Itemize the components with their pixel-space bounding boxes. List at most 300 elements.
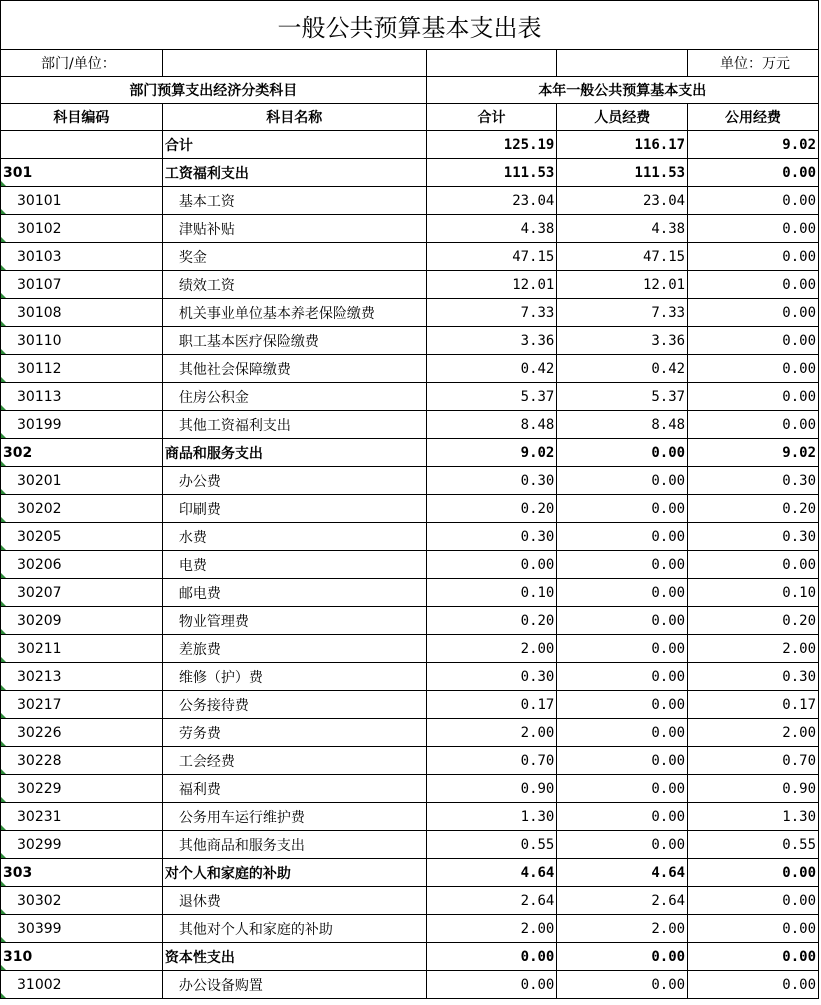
row-name[interactable] [162, 775, 426, 803]
row-public[interactable] [688, 691, 819, 719]
row-personnel[interactable] [557, 803, 688, 831]
row-code[interactable] [1, 691, 163, 719]
dept-value-cell[interactable] [162, 50, 426, 77]
table-row [1, 579, 819, 607]
row-code[interactable] [1, 719, 163, 747]
row-total-text: 5.37 [520, 388, 555, 405]
row-personnel[interactable] [557, 551, 688, 579]
header-public: 公用经费 [688, 104, 819, 131]
cell-marker-icon [1, 769, 6, 774]
row-personnel[interactable] [557, 327, 688, 355]
row-name[interactable] [162, 831, 426, 859]
row-total[interactable] [426, 551, 557, 579]
cell-marker-icon [1, 545, 6, 550]
row-code-text: 30199 [17, 416, 62, 433]
cell-marker-icon [1, 181, 6, 186]
row-name-text: 水费 [178, 529, 207, 546]
row-public[interactable] [688, 355, 819, 383]
row-name[interactable] [162, 271, 426, 299]
table-row [1, 523, 819, 551]
row-code[interactable] [1, 831, 163, 859]
row-total[interactable] [426, 747, 557, 775]
row-total-text: 47.15 [512, 248, 555, 265]
row-personnel[interactable] [557, 971, 688, 999]
row-total-text: 0.00 [520, 556, 555, 573]
row-name[interactable] [162, 439, 426, 467]
blank-cell [557, 50, 688, 77]
row-code-text: 30107 [17, 276, 62, 293]
row-total[interactable] [426, 215, 557, 243]
row-total-text: 7.33 [520, 304, 555, 321]
row-total[interactable] [426, 691, 557, 719]
row-personnel-text: 23.04 [642, 192, 686, 209]
row-name-text: 工资福利支出 [164, 165, 249, 182]
row-code-text: 310 [3, 948, 33, 965]
row-public-text: 0.20 [782, 500, 816, 517]
row-name-text: 津贴补贴 [178, 221, 235, 238]
row-name[interactable] [162, 971, 426, 999]
row-public[interactable] [688, 663, 819, 691]
header-personnel: 人员经费 [557, 104, 688, 131]
row-name[interactable] [162, 887, 426, 915]
row-personnel[interactable] [557, 719, 688, 747]
row-public-text: 0.30 [782, 528, 816, 545]
row-public-text: 0.00 [782, 388, 816, 405]
header-current-year: 本年一般公共预算基本支出 [426, 77, 818, 104]
row-code[interactable] [1, 859, 163, 887]
header-total: 合计 [426, 104, 557, 131]
row-code[interactable] [1, 327, 163, 355]
cell-marker-icon [1, 489, 6, 494]
row-code[interactable] [1, 215, 163, 243]
row-name-text: 公务用车运行维护费 [178, 809, 305, 826]
row-personnel[interactable] [557, 467, 688, 495]
row-public-text: 0.20 [782, 612, 816, 629]
row-total-text: 0.90 [520, 780, 555, 797]
row-public[interactable] [688, 971, 819, 999]
row-public[interactable] [688, 327, 819, 355]
row-name[interactable] [162, 691, 426, 719]
row-public[interactable] [688, 551, 819, 579]
row-code[interactable] [1, 131, 163, 159]
row-total[interactable] [426, 299, 557, 327]
table-row [1, 859, 819, 887]
row-public[interactable] [688, 439, 819, 467]
row-name[interactable] [162, 131, 426, 159]
table-row [1, 131, 819, 159]
row-code-text: 30209 [17, 612, 62, 629]
row-code[interactable] [1, 971, 163, 999]
row-personnel[interactable] [557, 243, 688, 271]
row-name[interactable] [162, 859, 426, 887]
row-public[interactable] [688, 579, 819, 607]
header-name: 科目名称 [162, 104, 426, 131]
row-name[interactable] [162, 299, 426, 327]
row-code-text: 30102 [17, 220, 62, 237]
cell-marker-icon [1, 209, 6, 214]
row-personnel[interactable] [557, 439, 688, 467]
row-name-text: 对个人和家庭的补助 [164, 865, 291, 882]
row-name[interactable] [162, 663, 426, 691]
row-public-text: 0.00 [782, 192, 816, 209]
row-personnel[interactable] [557, 775, 688, 803]
row-public-text: 0.00 [782, 556, 816, 573]
table-row [1, 831, 819, 859]
row-total[interactable] [426, 523, 557, 551]
row-code-text: 30228 [17, 752, 62, 769]
row-total[interactable] [426, 971, 557, 999]
row-code-text: 30201 [17, 472, 62, 489]
row-code[interactable] [1, 299, 163, 327]
table-row [1, 719, 819, 747]
row-personnel[interactable] [557, 383, 688, 411]
row-code[interactable] [1, 579, 163, 607]
row-personnel[interactable] [557, 747, 688, 775]
cell-marker-icon [1, 713, 6, 718]
row-personnel-text: 2.64 [651, 892, 686, 909]
row-total-text: 0.20 [520, 500, 555, 517]
row-total[interactable] [426, 775, 557, 803]
row-total[interactable] [426, 243, 557, 271]
row-total[interactable] [426, 943, 557, 971]
row-code-text: 31002 [17, 976, 62, 993]
row-public[interactable] [688, 635, 819, 663]
row-code[interactable] [1, 663, 163, 691]
row-name[interactable] [162, 355, 426, 383]
row-name[interactable] [162, 243, 426, 271]
row-personnel[interactable] [557, 859, 688, 887]
row-public[interactable] [688, 159, 819, 187]
row-total[interactable] [426, 439, 557, 467]
row-total[interactable] [426, 831, 557, 859]
row-code[interactable] [1, 159, 163, 187]
table-row [1, 327, 819, 355]
row-total-text: 8.48 [520, 416, 555, 433]
row-personnel[interactable] [557, 915, 688, 943]
row-total-text: 2.64 [520, 892, 555, 909]
table-row [1, 803, 819, 831]
row-personnel[interactable] [557, 271, 688, 299]
row-personnel[interactable] [557, 831, 688, 859]
row-code[interactable] [1, 747, 163, 775]
row-total[interactable] [426, 887, 557, 915]
row-public-text: 0.00 [782, 332, 816, 349]
row-public-text: 0.00 [782, 164, 816, 181]
row-code[interactable] [1, 439, 163, 467]
cell-marker-icon [1, 825, 6, 830]
row-public-text: 9.02 [782, 444, 816, 461]
cell-marker-icon [1, 461, 6, 466]
row-code[interactable] [1, 943, 163, 971]
row-personnel[interactable] [557, 299, 688, 327]
row-personnel[interactable] [557, 887, 688, 915]
row-code[interactable] [1, 355, 163, 383]
row-public-text: 0.00 [782, 248, 816, 265]
row-name[interactable] [162, 411, 426, 439]
row-public-text: 0.00 [782, 948, 816, 965]
row-personnel[interactable] [557, 355, 688, 383]
table-row [1, 887, 819, 915]
row-personnel-text: 4.64 [651, 864, 686, 881]
row-public[interactable] [688, 747, 819, 775]
row-total-text: 0.55 [520, 836, 555, 853]
row-code-text: 302 [3, 444, 33, 461]
row-total-text: 1.30 [520, 808, 555, 825]
row-personnel[interactable] [557, 495, 688, 523]
cell-marker-icon [1, 937, 6, 942]
row-total[interactable] [426, 131, 557, 159]
row-public[interactable] [688, 831, 819, 859]
row-name[interactable] [162, 327, 426, 355]
row-name[interactable] [162, 719, 426, 747]
row-code[interactable] [1, 383, 163, 411]
row-name-text: 电费 [178, 557, 207, 574]
row-public[interactable] [688, 775, 819, 803]
row-total-text: 0.00 [520, 948, 555, 965]
row-name[interactable] [162, 215, 426, 243]
row-personnel-text: 0.42 [651, 360, 686, 377]
unit-label: 单位：万元 [688, 50, 819, 77]
row-total[interactable] [426, 383, 557, 411]
table-row [1, 271, 819, 299]
row-personnel[interactable] [557, 523, 688, 551]
row-total-text: 111.53 [503, 164, 555, 181]
row-personnel-text: 0.00 [651, 528, 686, 545]
row-name-text: 公务接待费 [178, 697, 249, 714]
row-total-text: 0.30 [520, 472, 555, 489]
row-code[interactable] [1, 467, 163, 495]
row-personnel-text: 12.01 [642, 276, 686, 293]
row-personnel-text: 4.38 [651, 220, 686, 237]
row-code[interactable] [1, 187, 163, 215]
row-code-text: 30112 [17, 360, 62, 377]
row-name[interactable] [162, 159, 426, 187]
row-public[interactable] [688, 243, 819, 271]
blank-cell [426, 50, 557, 77]
row-code[interactable] [1, 411, 163, 439]
row-name-text: 资本性支出 [164, 949, 235, 966]
row-code-text: 30113 [17, 388, 62, 405]
row-name[interactable] [162, 579, 426, 607]
row-total[interactable] [426, 579, 557, 607]
row-public-text: 0.00 [782, 220, 816, 237]
row-public[interactable] [688, 495, 819, 523]
row-total-text: 4.64 [520, 864, 555, 881]
row-code-text: 30217 [17, 696, 62, 713]
row-code-text: 30211 [17, 640, 62, 657]
row-name-text: 其他商品和服务支出 [178, 837, 305, 854]
row-public-text: 0.90 [782, 780, 816, 797]
row-personnel-text: 47.15 [642, 248, 686, 265]
row-name-text: 住房公积金 [178, 389, 249, 406]
row-name-text: 办公设备购置 [178, 977, 263, 994]
cell-marker-icon [1, 573, 6, 578]
row-name[interactable] [162, 187, 426, 215]
row-personnel-text: 2.00 [651, 920, 686, 937]
row-public[interactable] [688, 887, 819, 915]
row-code-text: 303 [3, 864, 33, 881]
cell-marker-icon [1, 349, 6, 354]
row-name-text: 其他对个人和家庭的补助 [178, 921, 333, 938]
table-row [1, 495, 819, 523]
cell-marker-icon [1, 433, 6, 438]
row-public[interactable] [688, 271, 819, 299]
row-code[interactable] [1, 243, 163, 271]
row-total-text: 0.70 [520, 752, 555, 769]
row-total-text: 4.38 [520, 220, 555, 237]
row-code[interactable] [1, 523, 163, 551]
page-title: 一般公共预算基本支出表 [1, 1, 819, 50]
cell-marker-icon [1, 321, 6, 326]
table-row [1, 383, 819, 411]
row-public[interactable] [688, 523, 819, 551]
row-personnel[interactable] [557, 579, 688, 607]
row-total-text: 2.00 [520, 920, 555, 937]
cell-marker-icon [1, 629, 6, 634]
row-total[interactable] [426, 915, 557, 943]
row-code-text: 30205 [17, 528, 62, 545]
row-total[interactable] [426, 495, 557, 523]
row-public[interactable] [688, 607, 819, 635]
row-public-text: 0.00 [782, 304, 816, 321]
row-public[interactable] [688, 215, 819, 243]
row-public-text: 2.00 [782, 640, 816, 657]
cell-marker-icon [1, 993, 6, 998]
row-total[interactable] [426, 271, 557, 299]
row-name[interactable] [162, 383, 426, 411]
row-personnel-text: 0.00 [651, 612, 686, 629]
row-public[interactable] [688, 719, 819, 747]
row-code[interactable] [1, 495, 163, 523]
table-row [1, 355, 819, 383]
row-name[interactable] [162, 495, 426, 523]
row-public[interactable] [688, 915, 819, 943]
row-name-text: 合计 [164, 137, 193, 154]
row-public[interactable] [688, 383, 819, 411]
row-code-text: 30206 [17, 556, 62, 573]
row-total[interactable] [426, 159, 557, 187]
row-code[interactable] [1, 271, 163, 299]
row-total[interactable] [426, 607, 557, 635]
row-total[interactable] [426, 467, 557, 495]
row-public[interactable] [688, 803, 819, 831]
row-name[interactable] [162, 523, 426, 551]
row-code[interactable] [1, 803, 163, 831]
row-personnel[interactable] [557, 663, 688, 691]
row-personnel-text: 7.33 [651, 304, 686, 321]
table-row [1, 411, 819, 439]
row-name-text: 商品和服务支出 [164, 445, 263, 462]
row-personnel[interactable] [557, 411, 688, 439]
row-code-text: 301 [3, 164, 33, 181]
row-public-text: 0.00 [782, 892, 816, 909]
row-name[interactable] [162, 943, 426, 971]
row-public-text: 0.00 [782, 360, 816, 377]
cell-marker-icon [1, 517, 6, 522]
row-code[interactable] [1, 887, 163, 915]
row-personnel-text: 0.00 [651, 500, 686, 517]
row-name-text: 劳务费 [178, 725, 221, 742]
row-name[interactable] [162, 607, 426, 635]
row-public[interactable] [688, 943, 819, 971]
row-name[interactable] [162, 635, 426, 663]
row-public[interactable] [688, 187, 819, 215]
row-name[interactable] [162, 803, 426, 831]
cell-marker-icon [1, 657, 6, 662]
row-code[interactable] [1, 915, 163, 943]
row-personnel[interactable] [557, 131, 688, 159]
row-total[interactable] [426, 719, 557, 747]
row-public-text: 0.70 [782, 752, 816, 769]
row-public[interactable] [688, 299, 819, 327]
table-row [1, 607, 819, 635]
row-personnel[interactable] [557, 159, 688, 187]
row-personnel[interactable] [557, 943, 688, 971]
row-total[interactable] [426, 663, 557, 691]
row-public-text: 0.00 [782, 920, 816, 937]
row-code[interactable] [1, 775, 163, 803]
row-total[interactable] [426, 327, 557, 355]
row-total[interactable] [426, 411, 557, 439]
row-code[interactable] [1, 635, 163, 663]
row-public[interactable] [688, 467, 819, 495]
row-personnel-text: 0.00 [651, 752, 686, 769]
row-personnel-text: 3.36 [651, 332, 686, 349]
row-code[interactable] [1, 607, 163, 635]
row-public-text: 9.02 [782, 136, 816, 153]
row-total[interactable] [426, 187, 557, 215]
row-personnel-text: 0.00 [651, 948, 686, 965]
row-personnel[interactable] [557, 607, 688, 635]
row-total-text: 2.00 [520, 640, 555, 657]
row-public[interactable] [688, 411, 819, 439]
row-personnel[interactable] [557, 691, 688, 719]
table-row [1, 215, 819, 243]
row-public[interactable] [688, 859, 819, 887]
row-personnel-text: 0.00 [651, 668, 686, 685]
table-row [1, 943, 819, 971]
row-total[interactable] [426, 803, 557, 831]
row-name-text: 其他工资福利支出 [178, 417, 291, 434]
row-total[interactable] [426, 859, 557, 887]
row-total-text: 0.17 [520, 696, 555, 713]
row-code-text: 30202 [17, 500, 62, 517]
row-personnel[interactable] [557, 187, 688, 215]
row-total-text: 2.00 [520, 724, 555, 741]
row-total-text: 23.04 [512, 192, 555, 209]
row-name[interactable] [162, 467, 426, 495]
row-code-text: 30226 [17, 724, 62, 741]
row-name-text: 办公费 [178, 473, 221, 490]
row-personnel-text: 0.00 [651, 444, 686, 461]
row-public-text: 0.00 [782, 416, 816, 433]
row-name[interactable] [162, 747, 426, 775]
row-name[interactable] [162, 551, 426, 579]
row-personnel[interactable] [557, 635, 688, 663]
row-personnel[interactable] [557, 215, 688, 243]
row-name-text: 奖金 [178, 249, 207, 266]
row-public[interactable] [688, 131, 819, 159]
row-name-text: 退休费 [178, 893, 221, 910]
row-total[interactable] [426, 635, 557, 663]
row-total[interactable] [426, 355, 557, 383]
cell-marker-icon [1, 377, 6, 382]
row-personnel-text: 116.17 [634, 136, 686, 153]
table-row [1, 467, 819, 495]
cell-marker-icon [1, 237, 6, 242]
row-code[interactable] [1, 551, 163, 579]
row-name[interactable] [162, 915, 426, 943]
